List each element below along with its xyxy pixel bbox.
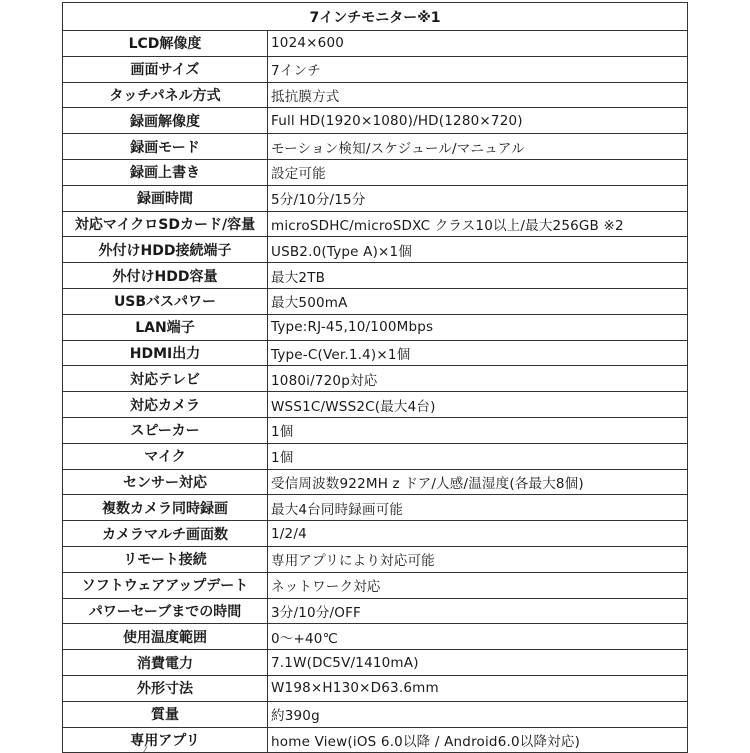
spec-label: 対応テレビ xyxy=(63,366,268,392)
spec-label: 複数カメラ同時録画 xyxy=(63,495,268,521)
spec-table xyxy=(62,2,688,753)
spec-value: microSDHC/microSDXC クラス10以上/最大256GB ※2 xyxy=(268,211,688,237)
spec-row xyxy=(63,572,688,598)
spec-table-body xyxy=(63,3,688,753)
spec-value: 3分/10分/OFF xyxy=(268,598,688,624)
spec-label: 外付けHDD接続端子 xyxy=(63,237,268,263)
spec-row xyxy=(63,392,688,418)
spec-label: 録画上書き xyxy=(63,159,268,185)
spec-value: 1個 xyxy=(268,443,688,469)
spec-value: 抵抗膜方式 xyxy=(268,82,688,108)
spec-value: モーション検知/スケジュール/マニュアル xyxy=(268,134,688,160)
spec-value: WSS1C/WSS2C(最大4台) xyxy=(268,392,688,418)
spec-label: カメラマルチ画面数 xyxy=(63,521,268,547)
spec-value: 受信周波数922MH z ドア/人感/温湿度(各最大8個) xyxy=(268,469,688,495)
spec-label: 対応カメラ xyxy=(63,392,268,418)
spec-row xyxy=(63,417,688,443)
spec-label: 消費電力 xyxy=(63,650,268,676)
spec-label: パワーセーブまでの時間 xyxy=(63,598,268,624)
spec-value: ネットワーク対応 xyxy=(268,572,688,598)
spec-row xyxy=(63,675,688,701)
spec-label: 専用アプリ xyxy=(63,727,268,753)
table-title: 7インチモニター※1 xyxy=(63,3,688,31)
spec-row xyxy=(63,108,688,134)
spec-value: Type-C(Ver.1.4)×1個 xyxy=(268,340,688,366)
spec-label: 録画モード xyxy=(63,134,268,160)
spec-row xyxy=(63,56,688,82)
spec-value: USB2.0(Type A)×1個 xyxy=(268,237,688,263)
spec-row xyxy=(63,185,688,211)
spec-label: マイク xyxy=(63,443,268,469)
spec-label: ソフトウェアアップデート xyxy=(63,572,268,598)
spec-value: 最大2TB xyxy=(268,263,688,289)
spec-value: home View(iOS 6.0以降 / Android6.0以降対応) xyxy=(268,727,688,753)
spec-row xyxy=(63,598,688,624)
spec-label: 質量 xyxy=(63,701,268,727)
spec-value: Full HD(1920×1080)/HD(1280×720) xyxy=(268,108,688,134)
spec-value: 1080i/720p対応 xyxy=(268,366,688,392)
spec-row xyxy=(63,340,688,366)
spec-row xyxy=(63,521,688,547)
spec-label: センサー対応 xyxy=(63,469,268,495)
spec-value: 1個 xyxy=(268,417,688,443)
spec-label: USBバスパワー xyxy=(63,288,268,314)
spec-label: LAN端子 xyxy=(63,314,268,340)
spec-label: 外形寸法 xyxy=(63,675,268,701)
spec-label: スピーカー xyxy=(63,417,268,443)
spec-label: 録画時間 xyxy=(63,185,268,211)
spec-row xyxy=(63,495,688,521)
spec-row xyxy=(63,31,688,57)
spec-row xyxy=(63,211,688,237)
spec-row xyxy=(63,134,688,160)
spec-row xyxy=(63,263,688,289)
spec-value: 7インチ xyxy=(268,56,688,82)
spec-row xyxy=(63,82,688,108)
spec-row xyxy=(63,701,688,727)
spec-row xyxy=(63,650,688,676)
spec-value: 最大4台同時録画可能 xyxy=(268,495,688,521)
spec-label: タッチパネル方式 xyxy=(63,82,268,108)
spec-row xyxy=(63,366,688,392)
spec-label: 画面サイズ xyxy=(63,56,268,82)
spec-value: 最大500mA xyxy=(268,288,688,314)
spec-value: 専用アプリにより対応可能 xyxy=(268,546,688,572)
spec-value: 1024×600 xyxy=(268,31,688,57)
spec-row xyxy=(63,727,688,753)
spec-label: LCD解像度 xyxy=(63,31,268,57)
spec-label: 使用温度範囲 xyxy=(63,624,268,650)
spec-label: 録画解像度 xyxy=(63,108,268,134)
spec-value: 1/2/4 xyxy=(268,521,688,547)
spec-row xyxy=(63,314,688,340)
spec-row xyxy=(63,546,688,572)
spec-row xyxy=(63,443,688,469)
spec-label: リモート接続 xyxy=(63,546,268,572)
spec-label: 対応マイクロSDカード/容量 xyxy=(63,211,268,237)
spec-value: 0～+40℃ xyxy=(268,624,688,650)
spec-row xyxy=(63,288,688,314)
spec-value: Type:RJ-45,10/100Mbps xyxy=(268,314,688,340)
spec-value: 5分/10分/15分 xyxy=(268,185,688,211)
spec-label: 外付けHDD容量 xyxy=(63,263,268,289)
spec-row xyxy=(63,624,688,650)
spec-value: W198×H130×D63.6mm xyxy=(268,675,688,701)
spec-value: 設定可能 xyxy=(268,159,688,185)
spec-value: 約390g xyxy=(268,701,688,727)
spec-row xyxy=(63,469,688,495)
spec-row xyxy=(63,159,688,185)
spec-row xyxy=(63,237,688,263)
spec-value: 7.1W(DC5V/1410mA) xyxy=(268,650,688,676)
table-title-row xyxy=(63,3,688,31)
spec-label: HDMI出力 xyxy=(63,340,268,366)
